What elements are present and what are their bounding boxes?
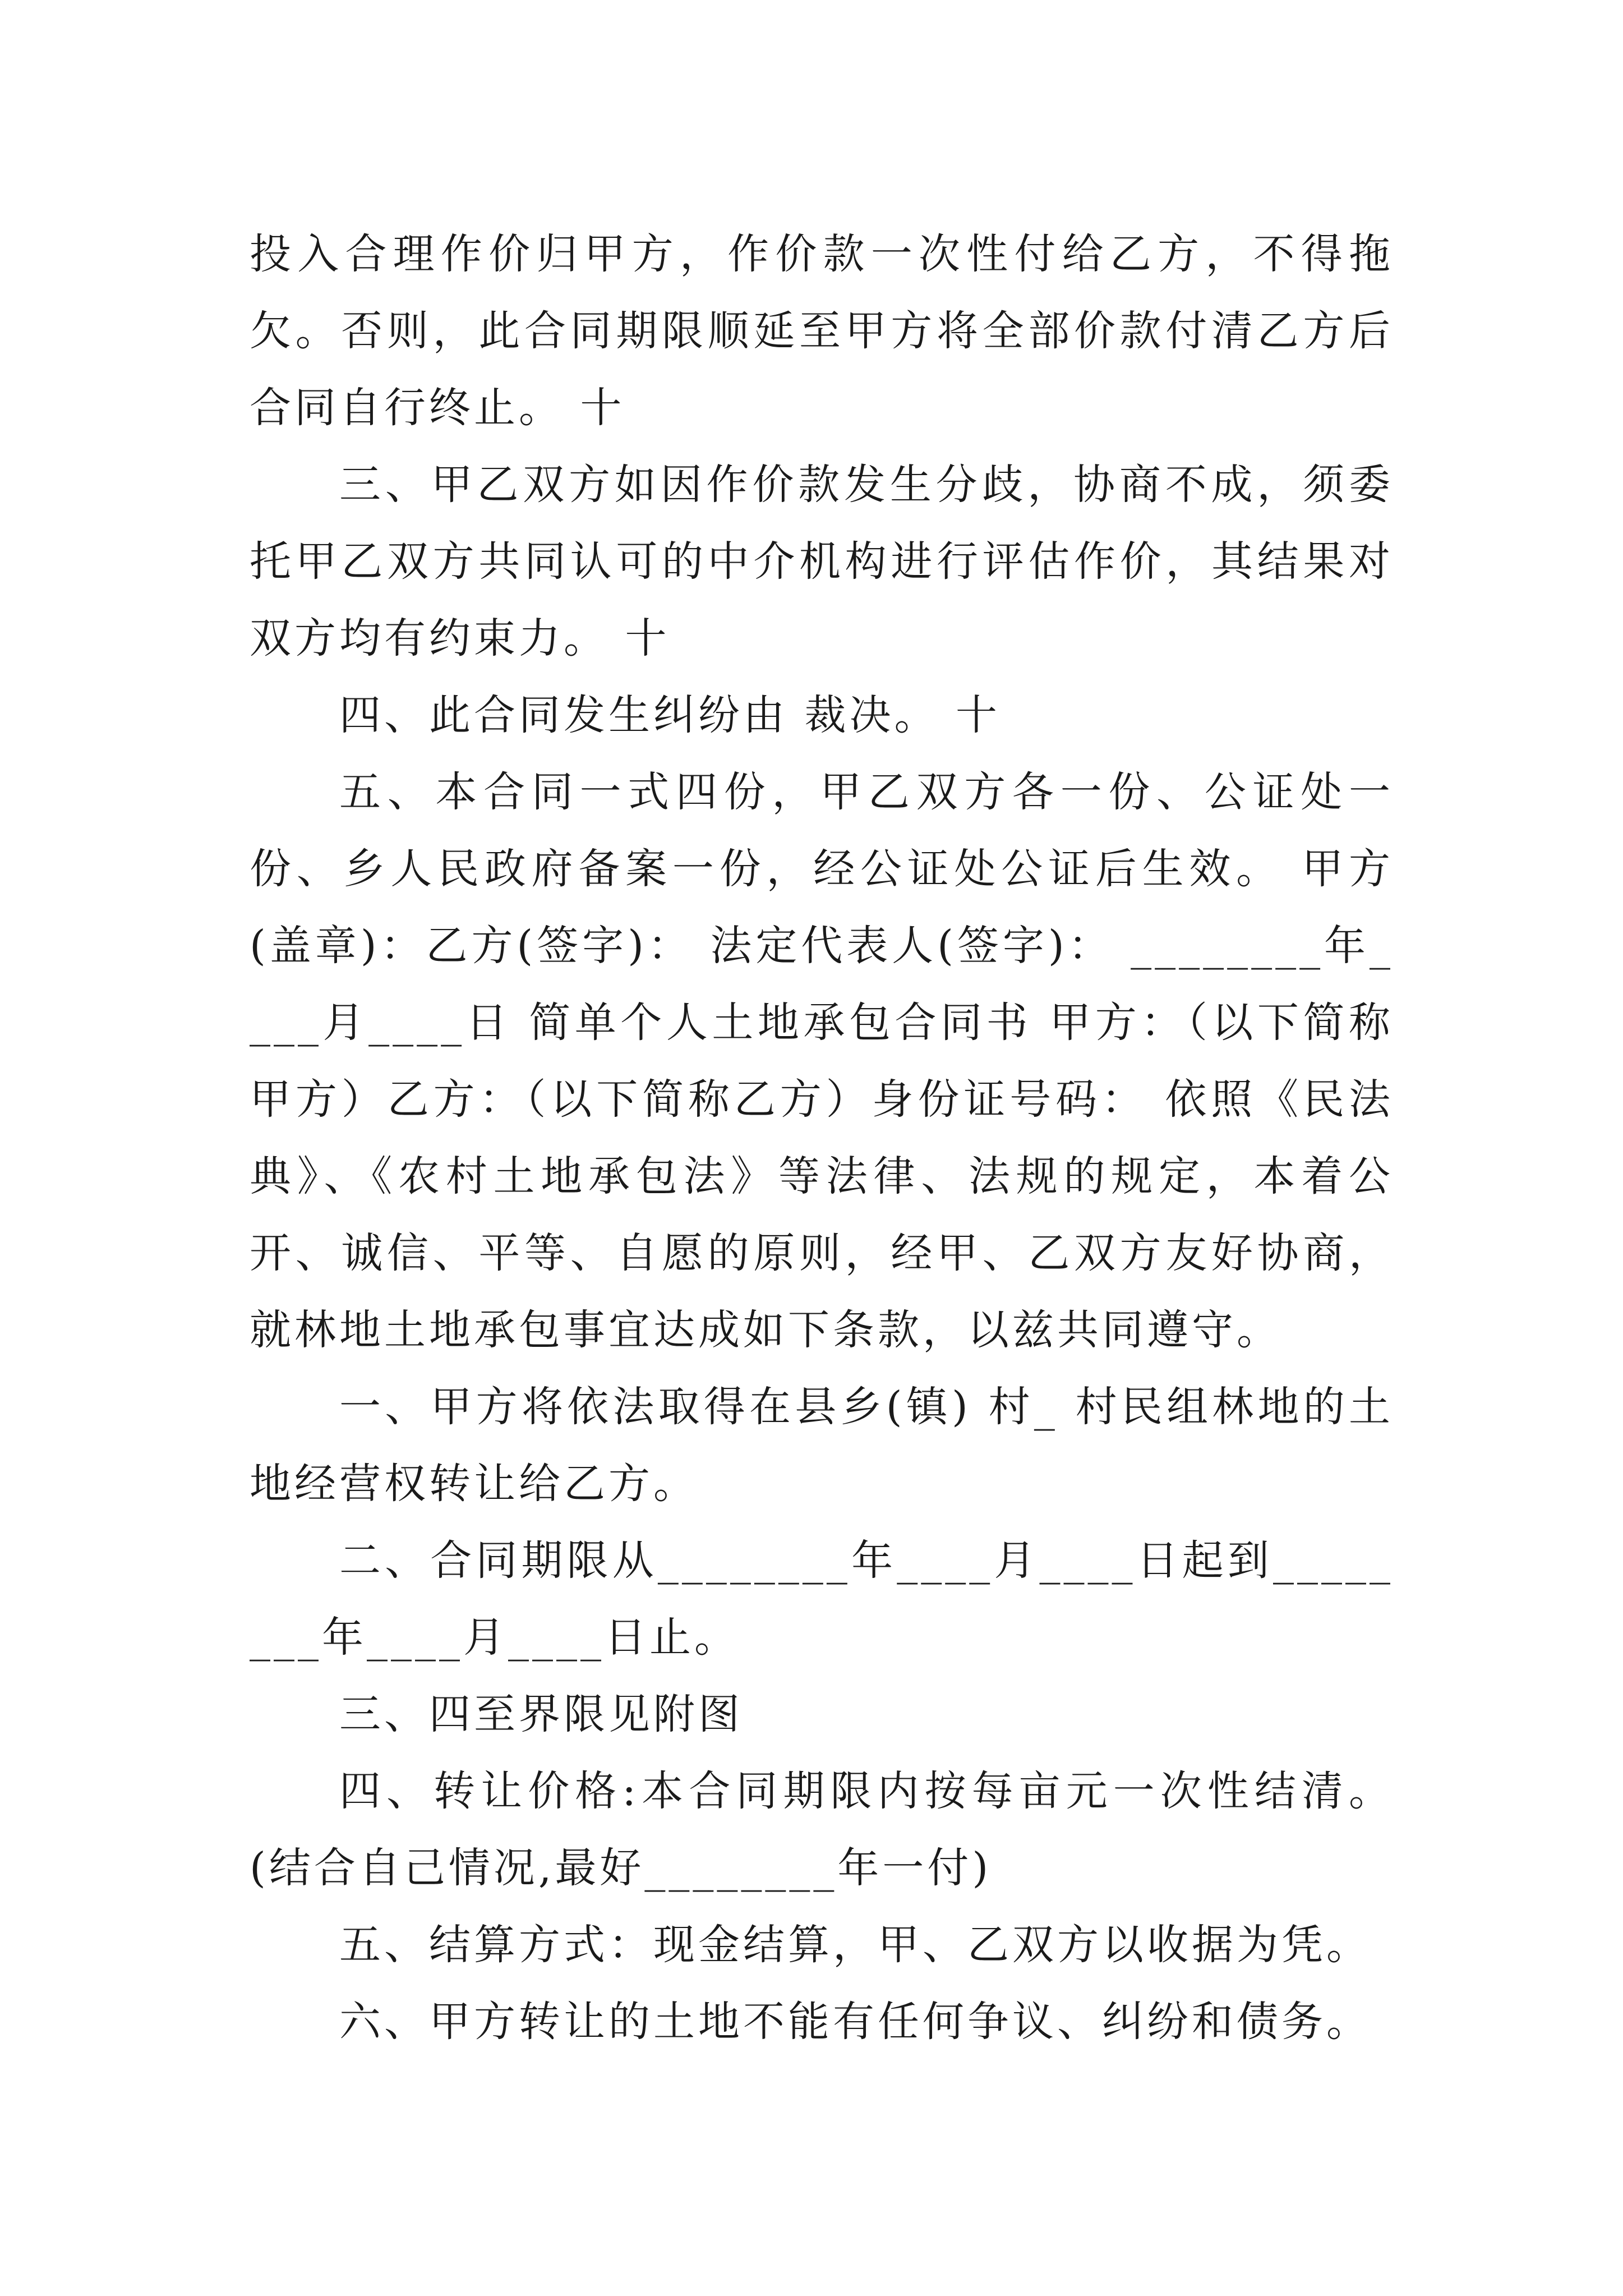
paragraph-clause-3-dispute-valuation: 三、甲乙双方如因作价款发生分歧，协商不成，须委托甲乙双方共同认可的中介机构进行评估作价，其结果对双方均有约束力。 十 [250,461,1394,662]
paragraph-clause-3-boundaries: 三、四至界限见附图 [339,1690,743,1738]
paragraph-clause-4-arbitration: 四、此合同发生纠纷由 裁决。 十 [339,691,1001,739]
paragraph-clause-1-land-transfer: 一、甲方将依法取得在县乡(镇) 村_ 村民组林地的土地经营权转让给乙方。 [250,1383,1394,1508]
paragraph-clause-2-term: 二、合同期限从________年____月____日起到________年____月____日止。 [250,1536,1394,1662]
paragraph-clause-5-settlement: 五、结算方式：现金结算，甲、乙双方以收据为凭。 [339,1921,1371,1969]
paragraph-clause-4-price: 四、转让价格:本合同期限内按每亩元一次性结清。(结合自己情况,最好________年一付) [250,1767,1394,1892]
paragraph-continuation: 投入合理作价归甲方，作价款一次性付给乙方，不得拖欠。否则，此合同期限顺延至甲方将全部价款付清乙方后合同自行终止。 十 [250,230,1394,432]
document-body [250,216,1394,2060]
paragraph-clause-5-copies-and-new-contract: 五、本合同一式四份，甲乙双方各一份、公证处一份、乡人民政府备案一份，经公证处公证后生效。 甲方(盖章)：乙方(签字)： 法定代表人(签字)： ________年____月____日 简单个人土地承包合同书 甲方：（以下简称甲方）乙方：（以下简称乙方）身份证号码： 依照《民法典》、《农村土地承包法》等法律、法规的规定，本着公开、诚信、平等、自愿的原则，经甲、乙双方友好协商，就林地土地承包事宜达成如下条款，以兹共同遵守。 [250,768,1394,1354]
paragraph-clause-6-no-disputes: 六、甲方转让的土地不能有任何争议、纠纷和债务。 [339,1998,1371,2046]
